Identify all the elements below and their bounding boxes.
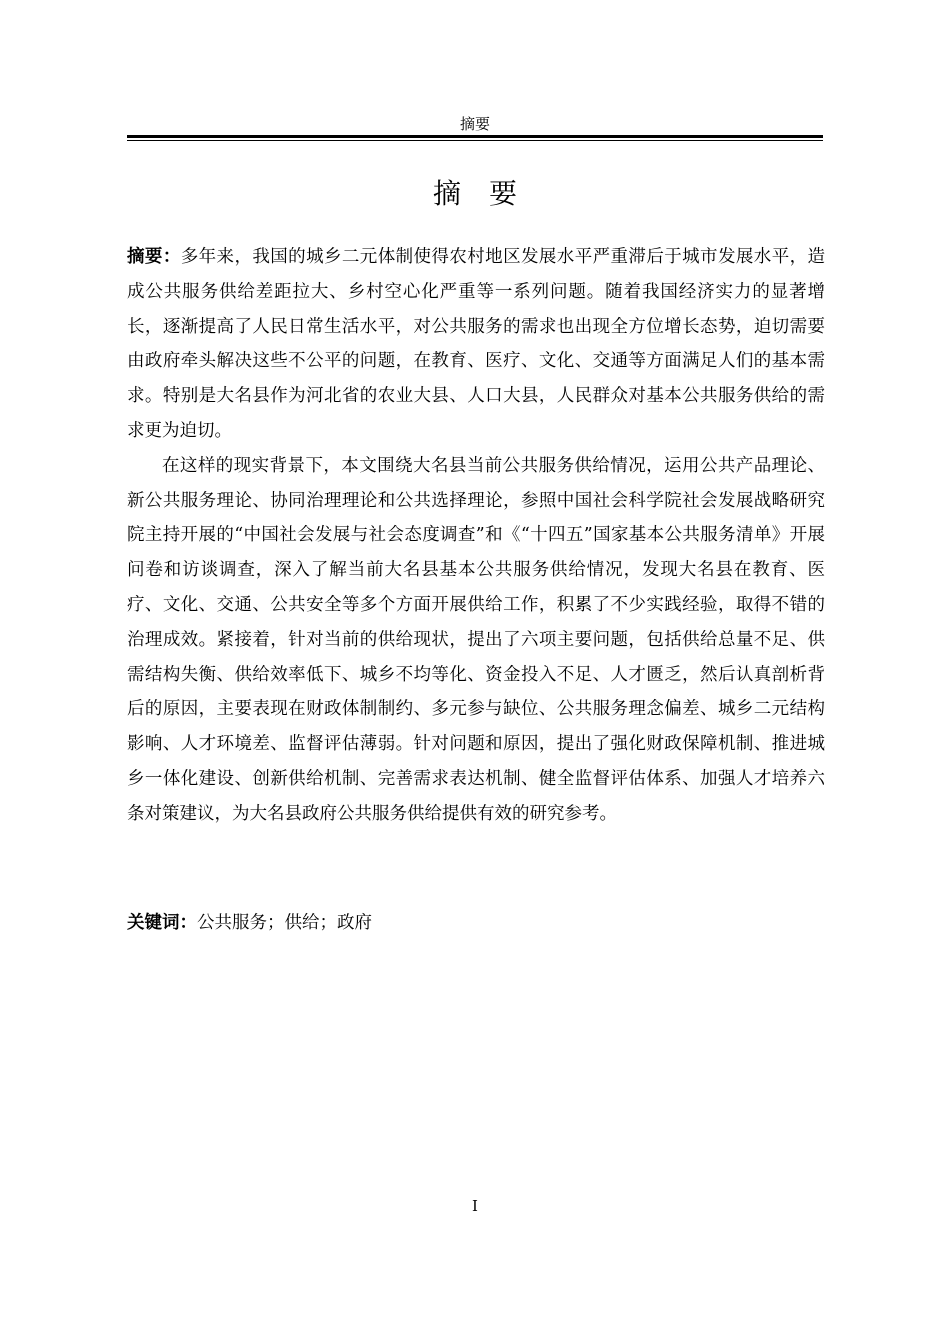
header-rule-thick [127,135,823,138]
running-header: 摘要 [459,115,490,133]
abstract-paragraph-2: 在这样的现实背景下，本文围绕大名县当前公共服务供给情况，运用公共产品理论、新公共服务理论、协同治理理论和公共选择理论，参照中国社会科学院社会发展战略研究院主持开展的“中国社会发展与社会态度调查”和《“十四五”国家基本公共服务清单》开展问卷和访谈调查，深入了解当前大名县基本公共服务供给情况，发现大名县在教育、医疗、文化、交通、公共安全等多个方面开展供给工作，积累了不少实践经验，取得不错的治理成效。紧接着，针对当前的供给现状，提出了六项主要问题，包括供给总量不足、供需结构失衡、供给效率低下、城乡不均等化、资金投入不足、人才匮乏，然后认真剖析背后的原因，主要表现在财政体制制约、多元参与缺位、公共服务理念偏差、城乡二元结构影响、人才环境差、监督评估薄弱。针对问题和原因，提出了强化财政保障机制、推进城乡一体化建设、创新供给机制、完善需求表达机制、健全监督评估体系、加强人才培养六条对策建议，为大名县政府公共服务供给提供有效的研究参考。 [127,455,825,824]
abstract-label: 摘要： [127,247,181,267]
keywords-label: 关键词： [127,913,197,933]
page-number: I [472,1197,478,1215]
page-title: 摘要 [432,177,545,210]
header-rule-thin [127,140,823,141]
keywords-line [127,906,825,940]
keywords-value: 公共服务；供给；政府 [197,913,372,933]
abstract-paragraph-1 [127,240,825,449]
abstract-body [127,240,825,832]
abstract-paragraph-1-text: 多年来，我国的城乡二元体制使得农村地区发展水平严重滞后于城市发展水平，造成公共服务供给差距拉大、乡村空心化严重等一系列问题。随着我国经济实力的显著增长，逐渐提高了人民日常生活水平，对公共服务的需求也出现全方位增长态势，迫切需要由政府牵头解决这些不公平的问题，在教育、医疗、文化、交通等方面满足人们的基本需求。特别是大名县作为河北省的农业大县、人口大县，人民群众对基本公共服务供给的需求更为迫切。 [127,247,826,441]
